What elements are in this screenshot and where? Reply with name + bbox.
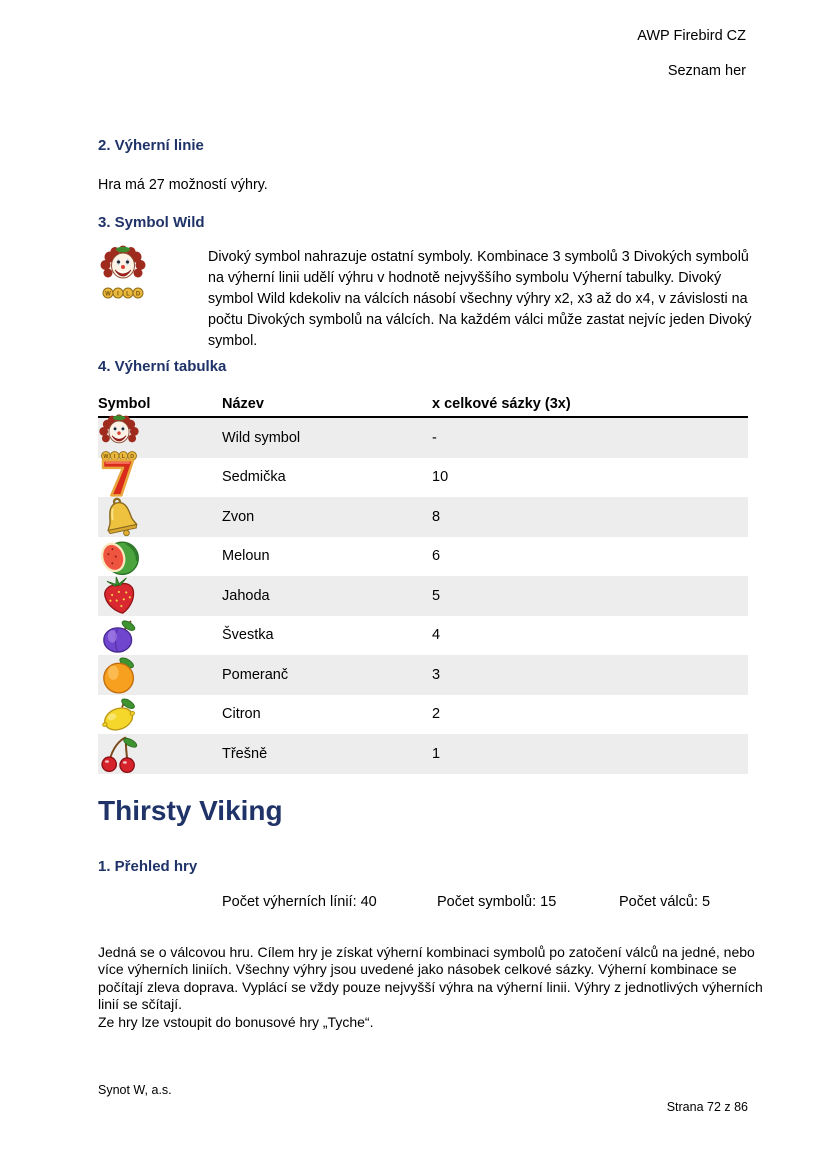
- stat-symbols: Počet symbolů: 15: [437, 894, 557, 910]
- symbol-value: 1: [432, 745, 441, 762]
- game-description: [98, 944, 768, 1031]
- cherries-icon: [98, 732, 222, 775]
- game-description-bonus-line: Ze hry lze vstoupit do bonusové hry „Tyche“.: [98, 1013, 374, 1030]
- wild-joker-icon: [99, 244, 147, 302]
- symbol-value: 3: [432, 666, 441, 683]
- document-header: [637, 27, 746, 80]
- game-title: Thirsty Viking: [98, 795, 283, 826]
- watermelon-icon: [98, 535, 222, 578]
- game-description-paragraph: Jedná se o válcovou hru. Cílem hry je získat výherní kombinaci symbolů po zatočení válců na jedné, nebo více výherních liniích. Všechny výhry jsou uvedené jako násobek celkové sázky. Výherní kombinace se počítají zleva doprava. Vyplácí se vždy pouze nejvyšší výhra na výherní linii. Výhry z jednotlivých výherních linií se sčítají.: [98, 944, 763, 1013]
- table-row: [98, 576, 748, 616]
- strawberry-icon: [98, 574, 222, 617]
- table-row: [98, 695, 748, 735]
- table-row: [98, 418, 748, 458]
- symbol-name: Zvon: [222, 508, 255, 525]
- paylines-body: Hra má 27 možností výhry.: [98, 177, 268, 193]
- table-row: [98, 616, 748, 656]
- table-row: [98, 458, 748, 498]
- doc-title: AWP Firebird CZ: [637, 28, 746, 44]
- section-heading-overview: 1. Přehled hry: [98, 858, 198, 875]
- doc-subtitle: Seznam her: [667, 63, 746, 79]
- symbol-value: 5: [432, 587, 441, 604]
- symbol-value: 6: [432, 548, 441, 565]
- lemon-icon: [98, 693, 222, 736]
- symbol-value: -: [432, 429, 437, 446]
- symbol-name: Pomeranč: [222, 666, 289, 683]
- plum-icon: [98, 614, 222, 657]
- bell-icon: [98, 494, 222, 539]
- table-row: [98, 537, 748, 577]
- symbol-name: Sedmička: [222, 469, 286, 486]
- symbol-name: Meloun: [222, 548, 270, 565]
- paytable-header-value: x celkové sázky (3x): [432, 396, 571, 412]
- stat-paylines: Počet výherních línií: 40: [222, 894, 377, 910]
- paytable-header-symbol: Symbol: [98, 396, 151, 412]
- stat-reels: Počet válců: 5: [619, 894, 711, 910]
- section-heading-wild: 3. Symbol Wild: [98, 214, 205, 231]
- symbol-value: 8: [432, 508, 441, 525]
- symbol-value: 2: [432, 706, 441, 723]
- symbol-name: Třešně: [222, 745, 268, 762]
- symbol-name: Švestka: [222, 627, 274, 644]
- table-row: [98, 734, 748, 774]
- section-heading-paytable: 4. Výherní tabulka: [98, 358, 227, 375]
- symbol-value: 10: [432, 469, 449, 486]
- paytable: [98, 396, 748, 774]
- section-heading-paylines: 2. Výherní linie: [98, 137, 204, 154]
- table-row: [98, 497, 748, 537]
- footer-company: Synot W, a.s.: [98, 1083, 172, 1097]
- symbol-name: Citron: [222, 706, 261, 723]
- symbol-name: Wild symbol: [222, 429, 301, 446]
- orange-icon: [98, 653, 222, 696]
- game-stats: [0, 894, 827, 914]
- seven-icon: [98, 455, 222, 499]
- paytable-header-name: Název: [222, 396, 264, 412]
- table-row: [98, 655, 748, 695]
- wild-description: Divoký symbol nahrazuje ostatní symboly. Kombinace 3 symbolů 3 Divokých symbolů na výherní linii udělí výhru v hodnotě nejvyššího symbolu Výherní tabulky. Divoký symbol Wild kdekoliv na válcích násobí všechny výhry x2, x3 až do x4, v závislosti na počtu Divokých symbolů na válcích. Na každém válci může zastat nejvíc jeden Divoký symbol.: [208, 249, 752, 349]
- symbol-value: 4: [432, 627, 441, 644]
- footer-page-number: Strana 72 z 86: [666, 1100, 748, 1114]
- symbol-name: Jahoda: [222, 587, 270, 604]
